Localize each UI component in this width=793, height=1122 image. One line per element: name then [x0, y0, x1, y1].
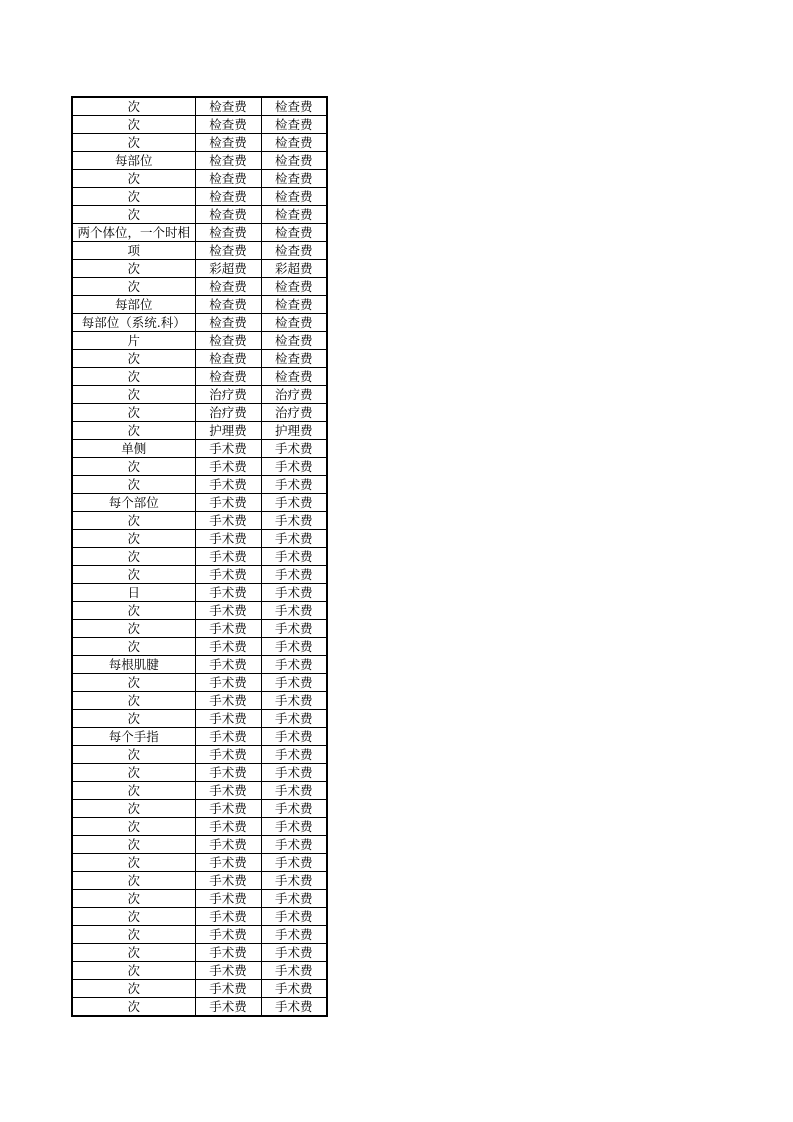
- unit-cell: 次: [72, 170, 195, 188]
- fee-category-cell: 手术费: [195, 656, 261, 674]
- fee-item-cell: 手术费: [261, 692, 327, 710]
- unit-cell: 次: [72, 188, 195, 206]
- unit-cell: 次: [72, 530, 195, 548]
- fee-item-cell: 检查费: [261, 332, 327, 350]
- fee-item-cell: 检查费: [261, 296, 327, 314]
- fee-item-cell: 检查费: [261, 152, 327, 170]
- fee-item-cell: 手术费: [261, 746, 327, 764]
- unit-cell: 次: [72, 944, 195, 962]
- table-row: [72, 188, 327, 206]
- fee-category-cell: 手术费: [195, 458, 261, 476]
- fee-category-cell: 检查费: [195, 332, 261, 350]
- fee-item-cell: 手术费: [261, 764, 327, 782]
- fee-table: [71, 96, 328, 1017]
- table-row: [72, 836, 327, 854]
- fee-item-cell: 检查费: [261, 170, 327, 188]
- table-row: [72, 116, 327, 134]
- table-row: [72, 404, 327, 422]
- table-row: [72, 818, 327, 836]
- fee-item-cell: 手术费: [261, 530, 327, 548]
- fee-item-cell: 手术费: [261, 944, 327, 962]
- table-row: [72, 926, 327, 944]
- fee-category-cell: 检查费: [195, 368, 261, 386]
- table-row: [72, 638, 327, 656]
- fee-category-cell: 手术费: [195, 728, 261, 746]
- table-row: [72, 620, 327, 638]
- fee-item-cell: 手术费: [261, 962, 327, 980]
- table-row: [72, 890, 327, 908]
- table-row: [72, 440, 327, 458]
- fee-category-cell: 手术费: [195, 836, 261, 854]
- unit-cell: 每部位: [72, 296, 195, 314]
- unit-cell: 每部位（系统.科）: [72, 314, 195, 332]
- table-row: [72, 278, 327, 296]
- table-row: [72, 566, 327, 584]
- fee-item-cell: 手术费: [261, 494, 327, 512]
- unit-cell: 单侧: [72, 440, 195, 458]
- fee-category-cell: 检查费: [195, 296, 261, 314]
- fee-category-cell: 检查费: [195, 314, 261, 332]
- fee-item-cell: 手术费: [261, 674, 327, 692]
- table-row: [72, 476, 327, 494]
- fee-category-cell: 手术费: [195, 692, 261, 710]
- table-row: [72, 980, 327, 998]
- fee-item-cell: 手术费: [261, 836, 327, 854]
- fee-item-cell: 检查费: [261, 224, 327, 242]
- table-row: [72, 944, 327, 962]
- table-row: [72, 242, 327, 260]
- unit-cell: 次: [72, 692, 195, 710]
- fee-category-cell: 彩超费: [195, 260, 261, 278]
- table-row: [72, 512, 327, 530]
- fee-item-cell: 检查费: [261, 314, 327, 332]
- fee-category-cell: 手术费: [195, 944, 261, 962]
- fee-category-cell: 护理费: [195, 422, 261, 440]
- unit-cell: 次: [72, 512, 195, 530]
- unit-cell: 次: [72, 782, 195, 800]
- table-row: [72, 422, 327, 440]
- unit-cell: 次: [72, 674, 195, 692]
- unit-cell: 次: [72, 602, 195, 620]
- fee-item-cell: 手术费: [261, 656, 327, 674]
- fee-item-cell: 手术费: [261, 602, 327, 620]
- table-row: [72, 332, 327, 350]
- fee-item-cell: 检查费: [261, 206, 327, 224]
- fee-item-cell: 治疗费: [261, 386, 327, 404]
- unit-cell: 次: [72, 872, 195, 890]
- unit-cell: 次: [72, 566, 195, 584]
- table-row: [72, 152, 327, 170]
- fee-item-cell: 手术费: [261, 620, 327, 638]
- unit-cell: 次: [72, 97, 195, 116]
- unit-cell: 日: [72, 584, 195, 602]
- fee-category-cell: 手术费: [195, 584, 261, 602]
- table-row: [72, 908, 327, 926]
- unit-cell: 次: [72, 422, 195, 440]
- fee-item-cell: 手术费: [261, 512, 327, 530]
- fee-category-cell: 手术费: [195, 746, 261, 764]
- unit-cell: 次: [72, 620, 195, 638]
- table-row: [72, 800, 327, 818]
- unit-cell: 次: [72, 818, 195, 836]
- fee-category-cell: 手术费: [195, 548, 261, 566]
- table-row: [72, 170, 327, 188]
- fee-category-cell: 检查费: [195, 242, 261, 260]
- unit-cell: 次: [72, 926, 195, 944]
- unit-cell: 次: [72, 710, 195, 728]
- table-row: [72, 350, 327, 368]
- fee-category-cell: 手术费: [195, 926, 261, 944]
- fee-item-cell: 手术费: [261, 854, 327, 872]
- unit-cell: 次: [72, 368, 195, 386]
- fee-item-cell: 检查费: [261, 188, 327, 206]
- fee-category-cell: 手术费: [195, 620, 261, 638]
- fee-category-cell: 手术费: [195, 440, 261, 458]
- unit-cell: 每个手指: [72, 728, 195, 746]
- unit-cell: 片: [72, 332, 195, 350]
- fee-category-cell: 治疗费: [195, 404, 261, 422]
- fee-item-cell: 手术费: [261, 818, 327, 836]
- unit-cell: 次: [72, 116, 195, 134]
- unit-cell: 每部位: [72, 152, 195, 170]
- unit-cell: 每根肌腱: [72, 656, 195, 674]
- fee-item-cell: 手术费: [261, 638, 327, 656]
- fee-item-cell: 手术费: [261, 908, 327, 926]
- fee-category-cell: 手术费: [195, 854, 261, 872]
- fee-category-cell: 检查费: [195, 116, 261, 134]
- fee-category-cell: 手术费: [195, 566, 261, 584]
- table-row: [72, 584, 327, 602]
- table-row: [72, 764, 327, 782]
- fee-category-cell: 治疗费: [195, 386, 261, 404]
- fee-item-cell: 手术费: [261, 800, 327, 818]
- fee-item-cell: 手术费: [261, 584, 327, 602]
- table-row: [72, 872, 327, 890]
- unit-cell: 两个体位，一个时相: [72, 224, 195, 242]
- table-row: [72, 224, 327, 242]
- fee-item-cell: 手术费: [261, 728, 327, 746]
- fee-item-cell: 检查费: [261, 350, 327, 368]
- unit-cell: 次: [72, 260, 195, 278]
- unit-cell: 次: [72, 404, 195, 422]
- unit-cell: 次: [72, 764, 195, 782]
- table-row: [72, 962, 327, 980]
- fee-category-cell: 手术费: [195, 674, 261, 692]
- unit-cell: 次: [72, 638, 195, 656]
- fee-category-cell: 检查费: [195, 224, 261, 242]
- fee-category-cell: 检查费: [195, 278, 261, 296]
- fee-category-cell: 手术费: [195, 710, 261, 728]
- table-row: [72, 782, 327, 800]
- fee-category-cell: 手术费: [195, 764, 261, 782]
- fee-category-cell: 检查费: [195, 350, 261, 368]
- table-row: [72, 746, 327, 764]
- table-row: [72, 674, 327, 692]
- unit-cell: 次: [72, 548, 195, 566]
- fee-category-cell: 检查费: [195, 188, 261, 206]
- fee-item-cell: 检查费: [261, 134, 327, 152]
- fee-item-cell: 手术费: [261, 476, 327, 494]
- fee-item-cell: 手术费: [261, 440, 327, 458]
- unit-cell: 次: [72, 476, 195, 494]
- unit-cell: 次: [72, 386, 195, 404]
- table-row: [72, 728, 327, 746]
- table-row: [72, 854, 327, 872]
- unit-cell: 次: [72, 890, 195, 908]
- table-row: [72, 260, 327, 278]
- table-row: [72, 602, 327, 620]
- unit-cell: 每个部位: [72, 494, 195, 512]
- fee-item-cell: 手术费: [261, 872, 327, 890]
- fee-category-cell: 手术费: [195, 530, 261, 548]
- unit-cell: 次: [72, 800, 195, 818]
- fee-category-cell: 手术费: [195, 980, 261, 998]
- fee-item-cell: 护理费: [261, 422, 327, 440]
- fee-category-cell: 检查费: [195, 206, 261, 224]
- table-row: [72, 530, 327, 548]
- fee-category-cell: 手术费: [195, 602, 261, 620]
- fee-category-cell: 手术费: [195, 512, 261, 530]
- fee-category-cell: 手术费: [195, 494, 261, 512]
- unit-cell: 次: [72, 746, 195, 764]
- fee-category-cell: 检查费: [195, 170, 261, 188]
- table-row: [72, 314, 327, 332]
- table-row: [72, 998, 327, 1017]
- fee-item-cell: 手术费: [261, 458, 327, 476]
- fee-category-cell: 手术费: [195, 962, 261, 980]
- unit-cell: 次: [72, 854, 195, 872]
- unit-cell: 次: [72, 278, 195, 296]
- fee-item-cell: 检查费: [261, 368, 327, 386]
- unit-cell: 次: [72, 350, 195, 368]
- fee-item-cell: 手术费: [261, 710, 327, 728]
- fee-item-cell: 检查费: [261, 97, 327, 116]
- fee-category-cell: 检查费: [195, 97, 261, 116]
- fee-category-cell: 检查费: [195, 152, 261, 170]
- table-row: [72, 368, 327, 386]
- fee-item-cell: 治疗费: [261, 404, 327, 422]
- table-row: [72, 710, 327, 728]
- fee-category-cell: 手术费: [195, 638, 261, 656]
- fee-category-cell: 检查费: [195, 134, 261, 152]
- table-row: [72, 692, 327, 710]
- table-row: [72, 656, 327, 674]
- fee-category-cell: 手术费: [195, 998, 261, 1017]
- unit-cell: 次: [72, 134, 195, 152]
- unit-cell: 次: [72, 458, 195, 476]
- fee-item-cell: 手术费: [261, 566, 327, 584]
- fee-item-cell: 检查费: [261, 278, 327, 296]
- unit-cell: 次: [72, 962, 195, 980]
- fee-item-cell: 彩超费: [261, 260, 327, 278]
- table-row: [72, 548, 327, 566]
- table-row: [72, 296, 327, 314]
- table-row: [72, 386, 327, 404]
- fee-item-cell: 手术费: [261, 548, 327, 566]
- fee-category-cell: 手术费: [195, 872, 261, 890]
- fee-item-cell: 手术费: [261, 926, 327, 944]
- table-row: [72, 206, 327, 224]
- fee-category-cell: 手术费: [195, 908, 261, 926]
- unit-cell: 次: [72, 908, 195, 926]
- fee-category-cell: 手术费: [195, 890, 261, 908]
- table-row: [72, 494, 327, 512]
- fee-item-cell: 手术费: [261, 782, 327, 800]
- fee-category-cell: 手术费: [195, 800, 261, 818]
- table-row: [72, 134, 327, 152]
- fee-category-cell: 手术费: [195, 476, 261, 494]
- fee-item-cell: 检查费: [261, 116, 327, 134]
- unit-cell: 次: [72, 998, 195, 1017]
- fee-item-cell: 手术费: [261, 890, 327, 908]
- fee-category-cell: 手术费: [195, 818, 261, 836]
- fee-item-cell: 手术费: [261, 998, 327, 1017]
- table-row: [72, 458, 327, 476]
- fee-item-cell: 检查费: [261, 242, 327, 260]
- unit-cell: 次: [72, 980, 195, 998]
- fee-item-cell: 手术费: [261, 980, 327, 998]
- unit-cell: 项: [72, 242, 195, 260]
- unit-cell: 次: [72, 836, 195, 854]
- fee-category-cell: 手术费: [195, 782, 261, 800]
- unit-cell: 次: [72, 206, 195, 224]
- table-row: [72, 97, 327, 116]
- fee-table-body: [72, 97, 327, 1016]
